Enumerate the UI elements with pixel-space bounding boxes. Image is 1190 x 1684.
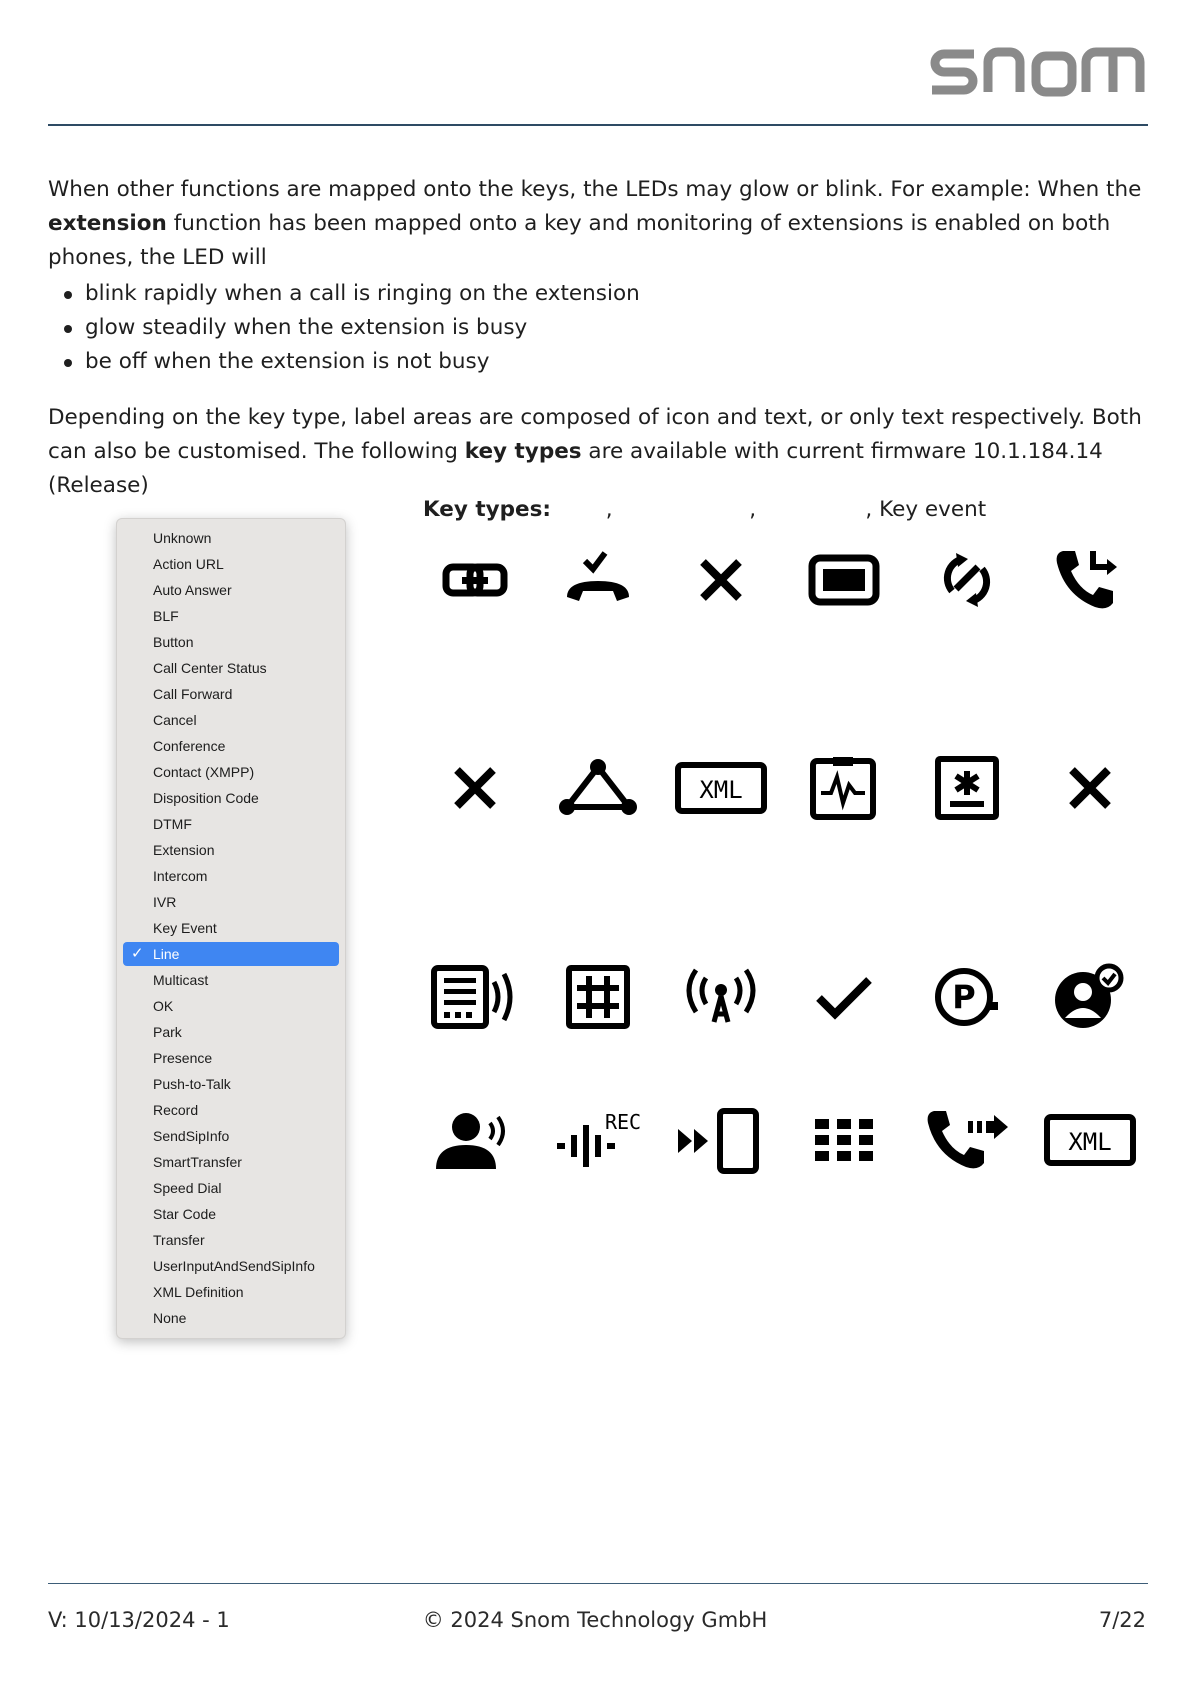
menu-item-ok[interactable] (123, 994, 339, 1018)
menu-item-conference[interactable] (123, 734, 339, 758)
menu-item-label: SendSipInfo (153, 1128, 230, 1144)
menu-item-unknown[interactable] (123, 526, 339, 550)
led-behavior-list (48, 277, 640, 379)
menu-item-label: None (153, 1310, 187, 1326)
disposition-code-icon (799, 753, 889, 823)
menu-item-blf[interactable] (123, 604, 339, 628)
key-type-dropdown-menu (116, 518, 346, 1339)
menu-item-label: Unknown (153, 530, 212, 546)
button-icon (799, 545, 889, 615)
menu-item-none[interactable] (123, 1306, 339, 1330)
menu-item-call-center-status[interactable] (123, 656, 339, 680)
ok-check-icon (799, 962, 889, 1032)
menu-item-label: BLF (153, 608, 179, 624)
record-icon (553, 1105, 643, 1175)
key-types-paragraph: Depending on the key type, label areas are composed of icon and text, or only text respectively. Both can also be customised. The following key types are available with current firmware 10.1.184.14 (Release) (48, 405, 1142, 498)
call-forward-icon (1045, 545, 1135, 615)
auto-answer-phone-icon (553, 545, 643, 615)
menu-item-label: Disposition Code (153, 790, 259, 806)
menu-item-sendsipinfo[interactable] (123, 1124, 339, 1148)
menu-item-label: Conference (153, 738, 226, 754)
park-icon (922, 962, 1012, 1032)
menu-item-star-code[interactable] (123, 1202, 339, 1226)
key-types-label: Key types: (423, 497, 552, 522)
menu-item-ivr[interactable] (123, 890, 339, 914)
transfer-icon (922, 1105, 1012, 1175)
menu-item-record[interactable] (123, 1098, 339, 1122)
dtmf-star-icon (922, 753, 1012, 823)
menu-item-label: XML Definition (153, 1284, 244, 1300)
menu-item-label: Intercom (153, 868, 208, 884)
menu-item-disposition-code[interactable] (123, 786, 339, 810)
footer-rule (48, 1583, 1148, 1584)
call-center-status-icon (922, 545, 1012, 615)
menu-item-dtmf[interactable] (123, 812, 339, 836)
key-types-heading (423, 495, 986, 525)
xml-icon-label: XML (699, 776, 743, 804)
menu-item-action-url[interactable] (123, 552, 339, 576)
menu-item-label: IVR (153, 894, 177, 910)
menu-item-label: Call Forward (153, 686, 233, 702)
push-to-talk-icon (430, 1105, 520, 1175)
menu-item-xml-definition[interactable] (123, 1280, 339, 1304)
header-rule (48, 124, 1148, 126)
x-icon (430, 753, 520, 823)
menu-item-label: Line (153, 946, 180, 962)
intercom-icon (430, 962, 520, 1032)
menu-item-label: Transfer (153, 1232, 205, 1248)
menu-item-auto-answer[interactable] (123, 578, 339, 602)
menu-item-label: Auto Answer (153, 582, 232, 598)
menu-item-key-event[interactable] (123, 916, 339, 940)
menu-item-transfer[interactable] (123, 1228, 339, 1252)
menu-item-label: Contact (XMPP) (153, 764, 255, 780)
menu-item-contact-xmpp[interactable] (123, 760, 339, 784)
menu-item-smarttransfer[interactable] (123, 1150, 339, 1174)
checkmark-icon: ✓ (131, 945, 144, 962)
copyright-label: © 2024 Snom Technology GmbH (422, 1608, 768, 1632)
menu-item-label: Action URL (153, 556, 224, 572)
hash-keypad-icon (553, 962, 643, 1032)
list-item: be off when the extension is not busy (48, 345, 640, 379)
menu-item-label: Extension (153, 842, 215, 858)
menu-item-label: Multicast (153, 972, 209, 988)
key-types-trail: , , , Key event (551, 497, 987, 522)
xml-definition-label: XML (1068, 1128, 1112, 1156)
list-item: glow steadily when the extension is busy (48, 311, 640, 345)
speed-dial-keypad-icon (799, 1105, 889, 1175)
menu-item-label: Park (153, 1024, 182, 1040)
menu-item-extension[interactable] (123, 838, 339, 862)
send-sip-info-icon (676, 1105, 766, 1175)
key-types-term: key types (464, 439, 582, 464)
intro-paragraph: When other functions are mapped onto the keys, the LEDs may glow or blink. For example: When the extension function has been mapped onto a key and monitoring of extensions is enabled on both phones, the LED will (48, 177, 1142, 270)
menu-item-userinputandsendsipinfo[interactable] (123, 1254, 339, 1278)
conference-icon (553, 753, 643, 823)
menu-item-label: Key Event (153, 920, 217, 936)
version-label: V: 10/13/2024 - 1 (48, 1608, 230, 1632)
menu-item-label: Presence (153, 1050, 213, 1066)
list-item: blink rapidly when a call is ringing on the extension (48, 277, 640, 311)
menu-item-label: Star Code (153, 1206, 217, 1222)
menu-item-multicast[interactable] (123, 968, 339, 992)
menu-item-label: Button (153, 634, 194, 650)
x-icon (676, 545, 766, 615)
menu-item-button[interactable] (123, 630, 339, 654)
park-icon-label: P (952, 978, 976, 1016)
menu-item-call-forward[interactable] (123, 682, 339, 706)
menu-item-push-to-talk[interactable] (123, 1072, 339, 1096)
menu-item-label: SmartTransfer (153, 1154, 242, 1170)
x-icon (1045, 753, 1135, 823)
xml-definition-icon (1045, 1105, 1135, 1175)
menu-item-speed-dial[interactable] (123, 1176, 339, 1200)
menu-item-label: Cancel (153, 712, 197, 728)
menu-item-cancel[interactable] (123, 708, 339, 732)
multicast-antenna-icon (676, 962, 766, 1032)
menu-item-intercom[interactable] (123, 864, 339, 888)
record-icon-label: REC (604, 1110, 642, 1134)
page-number: 7/22 (1098, 1608, 1146, 1632)
menu-item-label: Push-to-Talk (153, 1076, 231, 1092)
menu-item-label: Call Center Status (153, 660, 267, 676)
menu-item-label: OK (153, 998, 174, 1014)
menu-item-label: UserInputAndSendSipInfo (153, 1258, 315, 1274)
menu-item-label: DTMF (153, 816, 192, 832)
xml-icon (676, 753, 766, 823)
menu-item-presence[interactable] (123, 1046, 339, 1070)
menu-item-label: Speed Dial (153, 1180, 222, 1196)
presence-icon (1045, 962, 1135, 1032)
extension-term: extension (48, 211, 167, 236)
snom-logo (930, 40, 1148, 106)
menu-item-label: Record (153, 1102, 199, 1118)
menu-item-line[interactable] (123, 942, 339, 966)
menu-item-park[interactable] (123, 1020, 339, 1044)
link-icon (430, 545, 520, 615)
